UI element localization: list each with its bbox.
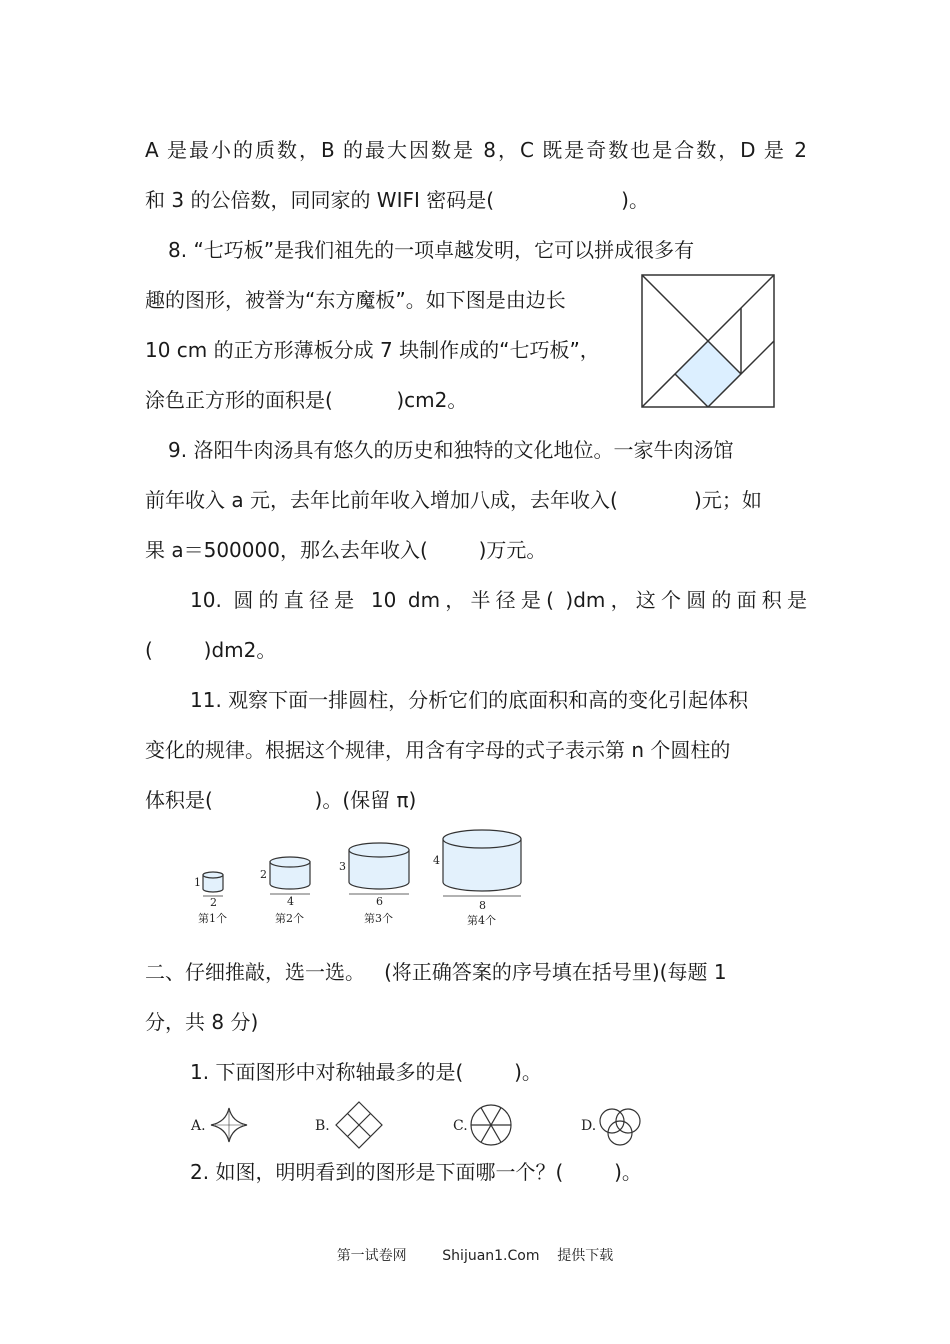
- cylinder-1-label: 第1个: [198, 912, 227, 925]
- q8-line-2: 趣的图形，被誉为“东方魔板”。如下图是由边长: [145, 288, 566, 312]
- s2q1-text: 1. 下面图形中对称轴最多的是( )。: [190, 1060, 542, 1084]
- section2-heading-line-2: 分，共 8 分): [145, 1010, 259, 1034]
- q8-line-1: 8. “七巧板”是我们祖先的一项卓越发明，它可以拼成很多有: [168, 238, 695, 262]
- q7-line-1: A 是最小的质数，B 的最大因数是 8，C 既是奇数也是合数，D 是 2: [145, 138, 807, 162]
- option-c-label: C.: [453, 1118, 468, 1134]
- q7-line-2: 和 3 的公倍数，同同家的 WIFI 密码是( )。: [145, 188, 649, 212]
- cylinder-4-label: 第4个: [467, 914, 496, 927]
- option-a-star-shape: [211, 1108, 247, 1142]
- option-d-label: D.: [581, 1118, 597, 1134]
- option-c-circle-shape: [471, 1105, 511, 1145]
- q9-line-3: 果 a＝500000，那么去年收入( )万元。: [145, 538, 547, 562]
- q9-line-2: 前年收入 a 元，去年比前年收入增加八成，去年收入( )元；如: [145, 488, 762, 512]
- q11-line-3: 体积是( )。(保留 π): [145, 788, 417, 812]
- option-d-circles-shape: [600, 1109, 640, 1145]
- s2q1-options: [185, 1098, 655, 1150]
- cylinders-figure: [185, 822, 545, 932]
- cylinder-3-label: 第3个: [364, 912, 393, 925]
- q11-line-2: 变化的规律。根据这个规律，用含有字母的式子表示第 n 个圆柱的: [145, 738, 731, 762]
- cylinder-1-diameter: 2: [210, 896, 217, 909]
- cylinder-2-diameter: 4: [287, 895, 294, 908]
- cylinder-2-height: 2: [260, 868, 267, 881]
- option-b-label: B.: [315, 1118, 330, 1134]
- cylinder-1: [203, 872, 223, 892]
- s2q2-text: 2. 如图，明明看到的图形是下面哪一个？( )。: [190, 1160, 642, 1184]
- q10-line-2: ( )dm2。: [145, 638, 277, 662]
- q11-line-1: 11. 观察下面一排圆柱，分析它们的底面积和高的变化引起体积: [190, 688, 749, 712]
- cylinder-3-diameter: 6: [376, 895, 383, 908]
- page-footer: 第一试卷网 Shijuan1.Com 提供下载: [336, 1248, 614, 1264]
- q8-line-3: 10 cm 的正方形薄板分成 7 块制作成的“七巧板”，: [145, 338, 600, 362]
- q8-line-4: 涂色正方形的面积是( )cm2。: [145, 388, 468, 412]
- cylinder-3-height: 3: [339, 860, 346, 873]
- cylinder-4-diameter: 8: [479, 899, 486, 912]
- section2-heading-line-1: 二、仔细推敲，选一选。 (将正确答案的序号填在括号里)(每题 1: [145, 960, 727, 984]
- cylinder-3: [349, 843, 409, 889]
- shaded-square: [675, 341, 741, 407]
- q9-line-1: 9. 洛阳牛肉汤具有悠久的历史和独特的文化地位。一家牛肉汤馆: [168, 438, 734, 462]
- cylinder-4-height: 4: [433, 854, 440, 867]
- tangram-figure: [640, 273, 776, 409]
- q10-line-1: 10. 圆的直径是 10 dm，半径是( )dm，这个圆的面积是: [190, 588, 807, 612]
- option-a-label: A.: [191, 1118, 206, 1134]
- cylinder-1-height: 1: [194, 876, 201, 889]
- cylinder-4: [443, 830, 521, 891]
- cylinder-2: [270, 857, 310, 889]
- cylinder-2-label: 第2个: [275, 912, 304, 925]
- option-b-diamond-shape: [336, 1102, 382, 1148]
